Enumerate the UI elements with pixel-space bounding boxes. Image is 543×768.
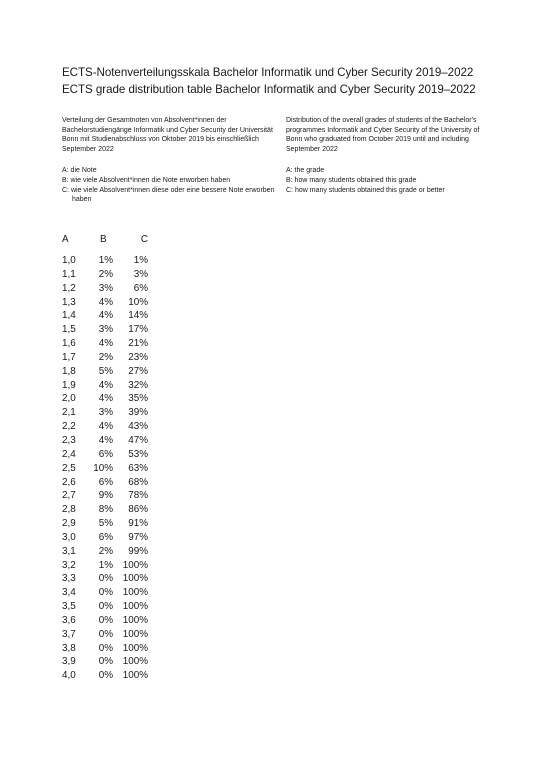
cumulative-cell: 39% bbox=[128, 407, 148, 419]
cumulative-cell: 100% bbox=[122, 670, 148, 682]
title-english: ECTS grade distribution table Bachelor Informatik and Cyber Security 2019–2022 bbox=[62, 82, 476, 96]
share-cell: 0% bbox=[98, 628, 113, 640]
table-row bbox=[62, 282, 148, 296]
share-cell: 4% bbox=[98, 379, 113, 391]
cumulative-cell: 100% bbox=[122, 587, 148, 599]
column-header-a: A bbox=[62, 234, 69, 245]
grade-cell: 3,7 bbox=[62, 628, 76, 640]
grade-cell: 2,5 bbox=[62, 462, 76, 474]
share-cell: 0% bbox=[98, 670, 113, 682]
cumulative-cell: 100% bbox=[122, 642, 148, 654]
table-row bbox=[62, 476, 148, 490]
cumulative-cell: 3% bbox=[133, 268, 148, 280]
share-cell: 3% bbox=[98, 407, 113, 419]
grade-cell: 1,7 bbox=[62, 351, 76, 363]
grade-cell: 3,4 bbox=[62, 587, 76, 599]
grade-cell: 2,4 bbox=[62, 448, 76, 460]
german-legend bbox=[62, 166, 277, 204]
table-row bbox=[62, 351, 148, 365]
grade-cell: 3,5 bbox=[62, 601, 76, 613]
table-row bbox=[62, 337, 148, 351]
grade-cell: 2,7 bbox=[62, 490, 76, 502]
cumulative-cell: 6% bbox=[133, 282, 148, 294]
table-row bbox=[62, 489, 148, 503]
table-row bbox=[62, 559, 148, 573]
grade-cell: 1,6 bbox=[62, 338, 76, 350]
share-cell: 0% bbox=[98, 642, 113, 654]
grade-cell: 2,9 bbox=[62, 518, 76, 530]
share-cell: 4% bbox=[98, 338, 113, 350]
table-row bbox=[62, 503, 148, 517]
share-cell: 9% bbox=[98, 490, 113, 502]
cumulative-cell: 21% bbox=[128, 338, 148, 350]
grade-cell: 3,9 bbox=[62, 656, 76, 668]
share-cell: 6% bbox=[98, 531, 113, 543]
table-row bbox=[62, 448, 148, 462]
share-cell: 2% bbox=[98, 545, 113, 557]
english-legend-b: B: how many students obtained this grade bbox=[286, 176, 417, 184]
english-legend-c: C: how many students obtained this grade or better bbox=[286, 186, 445, 194]
share-cell: 4% bbox=[98, 296, 113, 308]
grade-cell: 1,9 bbox=[62, 379, 76, 391]
grade-cell: 4,0 bbox=[62, 670, 76, 682]
grade-cell: 2,1 bbox=[62, 407, 76, 419]
table-row bbox=[62, 628, 148, 642]
german-description bbox=[62, 116, 277, 205]
share-cell: 6% bbox=[98, 448, 113, 460]
cumulative-cell: 100% bbox=[122, 614, 148, 626]
cumulative-cell: 100% bbox=[122, 601, 148, 613]
share-cell: 1% bbox=[98, 255, 113, 266]
grade-cell: 3,1 bbox=[62, 545, 76, 557]
share-cell: 4% bbox=[98, 310, 113, 322]
table-row bbox=[62, 309, 148, 323]
cumulative-cell: 53% bbox=[128, 448, 148, 460]
table-row bbox=[62, 323, 148, 337]
cumulative-cell: 100% bbox=[122, 559, 148, 571]
column-header-c: C bbox=[140, 234, 148, 245]
grade-cell: 1,8 bbox=[62, 365, 76, 377]
share-cell: 0% bbox=[98, 601, 113, 613]
cumulative-cell: 43% bbox=[128, 421, 148, 433]
english-intro: Distribution of the overall grades of students of the Bachelor's programmes Informatik and Cyber Security of the University of Bonn who graduated from October 2019 until and including September 2022 bbox=[286, 117, 480, 153]
cumulative-cell: 99% bbox=[128, 545, 148, 557]
share-cell: 4% bbox=[98, 421, 113, 433]
german-legend-c: C: wie viele Absolvent*innen diese oder eine bessere Note erworben haben bbox=[62, 186, 275, 204]
share-cell: 5% bbox=[98, 365, 113, 377]
table-header-row bbox=[62, 233, 148, 247]
table-row bbox=[62, 586, 148, 600]
table-row bbox=[62, 406, 148, 420]
grade-cell: 2,8 bbox=[62, 504, 76, 516]
share-cell: 2% bbox=[98, 268, 113, 280]
cumulative-cell: 100% bbox=[122, 573, 148, 585]
cumulative-cell: 78% bbox=[128, 490, 148, 502]
table-row bbox=[62, 434, 148, 448]
table-row bbox=[62, 379, 148, 393]
grade-cell: 1,5 bbox=[62, 324, 76, 336]
share-cell: 5% bbox=[98, 518, 113, 530]
cumulative-cell: 35% bbox=[128, 393, 148, 405]
cumulative-cell: 23% bbox=[128, 351, 148, 363]
title-block bbox=[62, 65, 476, 98]
table-row bbox=[62, 655, 148, 669]
english-description bbox=[286, 116, 491, 195]
grade-cell: 3,0 bbox=[62, 531, 76, 543]
cumulative-cell: 27% bbox=[128, 365, 148, 377]
grade-cell: 2,0 bbox=[62, 393, 76, 405]
share-cell: 10% bbox=[93, 462, 113, 474]
german-legend-a: A: die Note bbox=[62, 167, 97, 175]
cumulative-cell: 100% bbox=[122, 656, 148, 668]
table-row bbox=[62, 420, 148, 434]
share-cell: 0% bbox=[98, 587, 113, 599]
table-body bbox=[62, 254, 148, 683]
table-row bbox=[62, 531, 148, 545]
table-row bbox=[62, 268, 148, 282]
table-row bbox=[62, 545, 148, 559]
grade-cell: 1,3 bbox=[62, 296, 76, 308]
cumulative-cell: 47% bbox=[128, 434, 148, 446]
title-german: ECTS-Notenverteilungsskala Bachelor Informatik und Cyber Security 2019–2022 bbox=[62, 66, 474, 79]
share-cell: 6% bbox=[98, 476, 113, 488]
cumulative-cell: 86% bbox=[128, 504, 148, 516]
english-legend-a: A: the grade bbox=[286, 167, 325, 175]
table-row bbox=[62, 517, 148, 531]
grade-cell: 1,2 bbox=[62, 282, 76, 294]
grade-cell: 1,1 bbox=[62, 268, 76, 280]
table-row bbox=[62, 365, 148, 379]
grade-cell: 3,3 bbox=[62, 573, 76, 585]
cumulative-cell: 91% bbox=[128, 518, 148, 530]
german-legend-b: B: wie viele Absolvent*innen die Note erworben haben bbox=[62, 176, 231, 184]
grade-cell: 2,2 bbox=[62, 421, 76, 433]
share-cell: 3% bbox=[98, 324, 113, 336]
grade-cell: 1,0 bbox=[62, 255, 76, 266]
table-row bbox=[62, 392, 148, 406]
table-row bbox=[62, 600, 148, 614]
table-row bbox=[62, 254, 148, 268]
cumulative-cell: 10% bbox=[128, 296, 148, 308]
share-cell: 0% bbox=[98, 614, 113, 626]
share-cell: 3% bbox=[98, 282, 113, 294]
cumulative-cell: 17% bbox=[128, 324, 148, 336]
column-header-b: B bbox=[100, 234, 107, 245]
cumulative-cell: 97% bbox=[128, 531, 148, 543]
grade-cell: 3,2 bbox=[62, 559, 76, 571]
share-cell: 4% bbox=[98, 434, 113, 446]
share-cell: 1% bbox=[98, 559, 113, 571]
grade-cell: 3,6 bbox=[62, 614, 76, 626]
cumulative-cell: 100% bbox=[122, 628, 148, 640]
table-row bbox=[62, 572, 148, 586]
grade-cell: 2,3 bbox=[62, 434, 76, 446]
english-legend bbox=[286, 166, 491, 195]
share-cell: 0% bbox=[98, 656, 113, 668]
cumulative-cell: 32% bbox=[128, 379, 148, 391]
table-row bbox=[62, 614, 148, 628]
grade-cell: 3,8 bbox=[62, 642, 76, 654]
table-row bbox=[62, 669, 148, 683]
german-intro: Verteilung der Gesamtnoten von Absolvent*innen der Bachelorstudiengänge Informatik und Cyber Security der Universität Bonn mit Studienabschluss von Oktober 2019 bis einschließlich September 2022 bbox=[62, 117, 273, 153]
cumulative-cell: 14% bbox=[128, 310, 148, 322]
table-row bbox=[62, 462, 148, 476]
grade-cell: 1,4 bbox=[62, 310, 76, 322]
share-cell: 8% bbox=[98, 504, 113, 516]
grade-cell: 2,6 bbox=[62, 476, 76, 488]
share-cell: 0% bbox=[98, 573, 113, 585]
cumulative-cell: 63% bbox=[128, 462, 148, 474]
grade-distribution-table bbox=[62, 233, 148, 683]
table-row bbox=[62, 642, 148, 656]
share-cell: 2% bbox=[98, 351, 113, 363]
share-cell: 4% bbox=[98, 393, 113, 405]
table-row bbox=[62, 296, 148, 310]
cumulative-cell: 68% bbox=[128, 476, 148, 488]
cumulative-cell: 1% bbox=[133, 255, 148, 266]
